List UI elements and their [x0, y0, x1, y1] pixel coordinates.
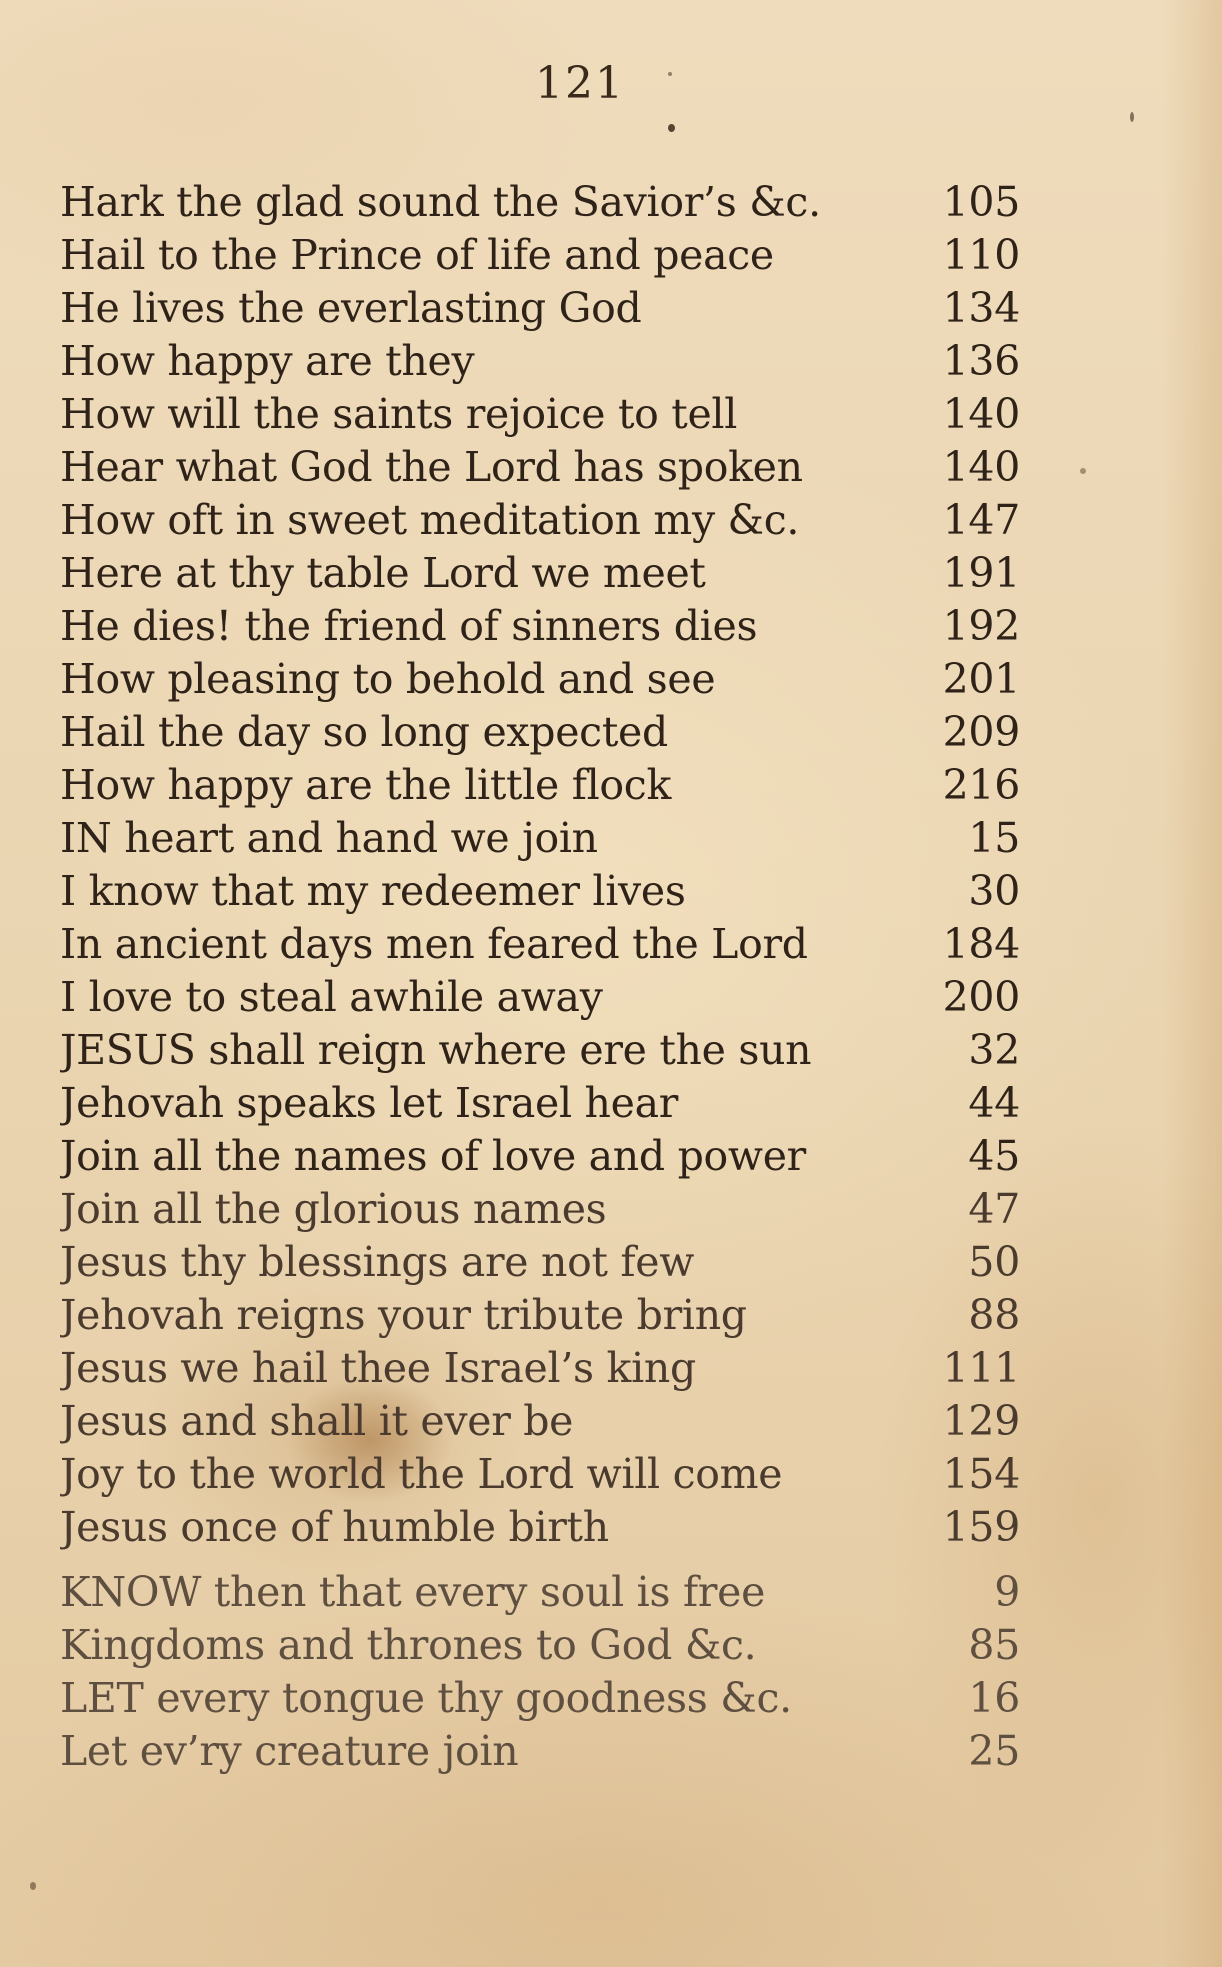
- index-entry: [60, 602, 1020, 655]
- hymn-number: 159: [942, 1503, 1020, 1551]
- index-entry: [60, 1132, 1020, 1185]
- index-entry: [60, 178, 1020, 231]
- hymn-first-line: How happy are the little flock: [60, 761, 671, 809]
- hymn-first-line: Jesus once of humble birth: [60, 1503, 609, 1551]
- index-entry: [60, 867, 1020, 920]
- hymn-first-line: Jesus and shall it ever be: [60, 1397, 574, 1445]
- index-entry: [60, 1185, 1020, 1238]
- hymn-first-line: LET every tongue thy goodness &c.: [60, 1674, 792, 1722]
- index-entry: [60, 1674, 1020, 1727]
- hymn-number: 32: [968, 1026, 1020, 1074]
- ink-speck: [668, 124, 675, 132]
- index-entry: [60, 1503, 1020, 1556]
- hymn-number: 85: [968, 1621, 1020, 1669]
- hymn-first-line: JESUS shall reign where ere the sun: [60, 1026, 812, 1074]
- index-entry: [60, 1238, 1020, 1291]
- hymn-number: 184: [942, 920, 1020, 968]
- index-entry: [60, 1727, 1020, 1780]
- hymn-number: 147: [942, 496, 1020, 544]
- index-entry: [60, 1450, 1020, 1503]
- hymn-number: 191: [942, 549, 1020, 597]
- hymn-first-line: Jesus thy blessings are not few: [60, 1238, 695, 1286]
- index-entry: [60, 231, 1020, 284]
- hymn-number: 44: [968, 1079, 1020, 1127]
- hymn-number: 200: [942, 973, 1020, 1021]
- hymn-number: 129: [942, 1397, 1020, 1445]
- hymn-number: 110: [942, 231, 1020, 279]
- hymn-number: 88: [968, 1291, 1020, 1339]
- hymn-first-line: Here at thy table Lord we meet: [60, 549, 706, 597]
- hymn-first-line: Jesus we hail thee Israel’s king: [60, 1344, 696, 1392]
- index-entry: [60, 920, 1020, 973]
- hymn-first-line: Join all the glorious names: [60, 1185, 607, 1233]
- hymn-first-line: I love to steal awhile away: [60, 973, 603, 1021]
- hymn-number: 154: [942, 1450, 1020, 1498]
- hymn-first-line: Join all the names of love and power: [60, 1132, 806, 1180]
- hymn-number: 15: [968, 814, 1020, 862]
- hymn-number: 9: [994, 1568, 1020, 1616]
- hymn-number: 140: [942, 390, 1020, 438]
- index-entry: [60, 1344, 1020, 1397]
- hymn-first-line: I know that my redeemer lives: [60, 867, 686, 915]
- hymn-number: 47: [968, 1185, 1020, 1233]
- index-entry: [60, 973, 1020, 1026]
- hymn-number: 201: [942, 655, 1020, 703]
- hymn-first-line: Joy to the world the Lord will come: [60, 1450, 783, 1498]
- index-entry: [60, 1026, 1020, 1079]
- index-entry: [60, 549, 1020, 602]
- hymn-number: 192: [942, 602, 1020, 650]
- hymn-first-line: In ancient days men feared the Lord: [60, 920, 808, 968]
- index-entry: [60, 496, 1020, 549]
- hymn-first-line: Hark the glad sound the Savior’s &c.: [60, 178, 821, 226]
- hymn-first-line: Kingdoms and thrones to God &c.: [60, 1621, 757, 1669]
- hymn-number: 140: [942, 443, 1020, 491]
- index-entry: [60, 1568, 1020, 1621]
- hymn-first-line: How happy are they: [60, 337, 475, 385]
- hymn-number: 209: [942, 708, 1020, 756]
- index-entry: [60, 655, 1020, 708]
- hymn-first-line: Hear what God the Lord has spoken: [60, 443, 803, 491]
- hymn-first-line: How will the saints rejoice to tell: [60, 390, 738, 438]
- hymn-first-line: How oft in sweet meditation my &c.: [60, 496, 800, 544]
- hymn-number: 45: [968, 1132, 1020, 1180]
- page-edge-shadow: [1162, 0, 1222, 1967]
- hymn-number: 25: [968, 1727, 1020, 1775]
- hymn-number: 50: [968, 1238, 1020, 1286]
- index-entry: [60, 284, 1020, 337]
- hymn-first-line: Let ev’ry creature join: [60, 1727, 519, 1775]
- hymn-first-line: How pleasing to behold and see: [60, 655, 716, 703]
- hymn-first-line: IN heart and hand we join: [60, 814, 598, 862]
- hymn-number: 216: [942, 761, 1020, 809]
- index-entry: [60, 1621, 1020, 1674]
- page-number: 121: [535, 58, 625, 109]
- hymn-first-line: He lives the everlasting God: [60, 284, 642, 332]
- hymn-number: 105: [942, 178, 1020, 226]
- index-entry: [60, 337, 1020, 390]
- hymn-number: 16: [968, 1674, 1020, 1722]
- hymn-first-line: He dies! the friend of sinners dies: [60, 602, 758, 650]
- ink-speck: [1130, 112, 1134, 122]
- hymn-number: 136: [942, 337, 1020, 385]
- index-entry: [60, 443, 1020, 496]
- hymn-first-line: Jehovah reigns your tribute bring: [60, 1291, 747, 1339]
- hymn-first-line: Jehovah speaks let Israel hear: [60, 1079, 679, 1127]
- ink-speck: [30, 1882, 36, 1890]
- hymn-number: 111: [942, 1344, 1020, 1392]
- index-entry: [60, 1079, 1020, 1132]
- index-entry: [60, 761, 1020, 814]
- index-entry: [60, 1397, 1020, 1450]
- ink-speck: [1080, 468, 1086, 474]
- hymn-number: 30: [968, 867, 1020, 915]
- index-entry: [60, 390, 1020, 443]
- hymn-number: 134: [942, 284, 1020, 332]
- hymn-first-line: Hail to the Prince of life and peace: [60, 231, 774, 279]
- index-entry: [60, 708, 1020, 761]
- index-entry: [60, 1291, 1020, 1344]
- hymn-first-line: KNOW then that every soul is free: [60, 1568, 766, 1616]
- hymn-index-list: [60, 178, 1020, 1780]
- hymn-first-line: Hail the day so long expected: [60, 708, 668, 756]
- index-entry: [60, 814, 1020, 867]
